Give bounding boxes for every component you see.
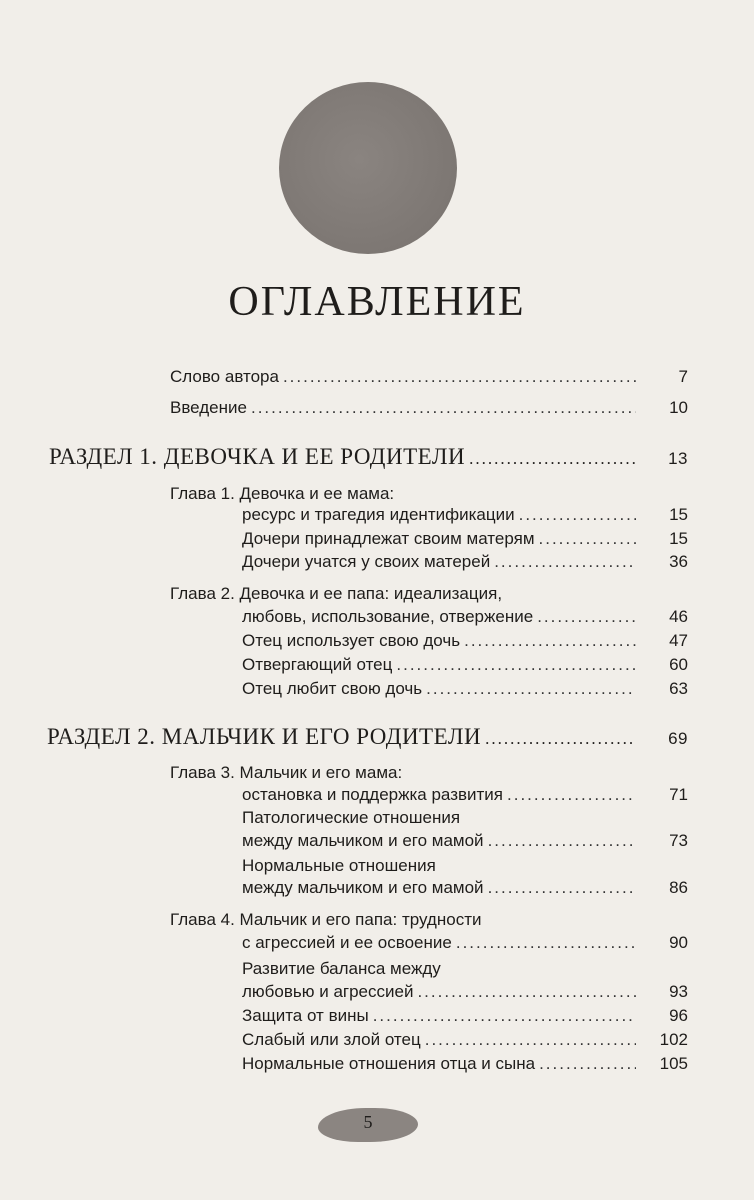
toc-entry-page: 15 (669, 529, 688, 548)
chapter-3-title: Глава 3. Мальчик и его мама: (170, 763, 403, 782)
toc-entry-3-2[interactable] (242, 877, 688, 899)
toc-entry-label: Дочери учатся у своих матерей (242, 552, 491, 571)
chapter-1-title: Глава 1. Девочка и ее мама: (170, 484, 395, 503)
toc-entry-3-1-line1: Патологические отношения (242, 808, 461, 827)
toc-entry-label: ресурс и трагедия идентификации (242, 505, 515, 524)
toc-entry-1-1[interactable] (242, 528, 688, 550)
toc-entry-label: Защита от вины (242, 1006, 369, 1025)
leader-dots (494, 551, 636, 573)
toc-entry-label: любовью и агрессией (242, 982, 414, 1001)
leader-dots (539, 1053, 636, 1075)
toc-entry-label: Отец любит свою дочь (242, 679, 423, 698)
toc-entry-4-3[interactable] (242, 1029, 688, 1051)
toc-entry-page: 102 (659, 1030, 688, 1049)
chapter-4-title: Глава 4. Мальчик и его папа: трудности (170, 910, 482, 929)
toc-entry-2-1[interactable] (242, 630, 688, 652)
toc-entry-label: Отвергающий отец (242, 655, 393, 674)
leader-dots (488, 877, 636, 899)
toc-entry-page: 63 (669, 679, 688, 698)
toc-entry-page: 7 (678, 367, 688, 386)
toc-entry-4-4[interactable] (242, 1053, 688, 1075)
toc-entry-page: 47 (669, 631, 688, 650)
leader-dots (373, 1005, 636, 1027)
toc-entry-label: Отец использует свою дочь (242, 631, 461, 650)
section-page: 13 (668, 449, 688, 468)
toc-entry-3-1[interactable] (242, 830, 688, 852)
toc-entry-label: с агрессией и ее освоение (242, 933, 452, 952)
toc-entry-4-1-line1: Развитие баланса между (242, 959, 441, 978)
toc-entry-page: 86 (669, 878, 688, 897)
toc-entry-label: Введение (170, 398, 247, 417)
leader-dots (283, 366, 636, 388)
leader-dots (464, 630, 636, 652)
leader-dots (539, 528, 636, 550)
toc-entry-page: 46 (669, 607, 688, 626)
chapter-2-title: Глава 2. Девочка и ее папа: идеализация, (170, 584, 503, 603)
toc-entry-4-1[interactable] (242, 981, 688, 1003)
toc-entry-3-2-line1: Нормальные отношения (242, 856, 436, 875)
leader-dots (519, 504, 636, 526)
leader-dots (456, 932, 636, 954)
toc-entry-chapter-1[interactable] (242, 504, 688, 526)
toc-entry-author-word[interactable] (170, 366, 688, 388)
toc-entry-label: остановка и поддержка развития (242, 785, 504, 804)
leader-dots (425, 1029, 636, 1051)
toc-entry-label: между мальчиком и его мамой (242, 831, 484, 850)
toc-section-1[interactable] (49, 443, 688, 473)
toc-entry-page: 10 (669, 398, 688, 417)
toc-entry-label: Нормальные отношения отца и сына (242, 1054, 536, 1073)
section-label: РАЗДЕЛ 1. ДЕВОЧКА И ЕЕ РОДИТЕЛИ (49, 444, 466, 469)
toc-entry-page: 73 (669, 831, 688, 850)
section-page: 69 (668, 729, 688, 748)
toc-entry-4-2[interactable] (242, 1005, 688, 1027)
leader-dots (251, 397, 636, 419)
leader-dots (417, 981, 636, 1003)
section-label: РАЗДЕЛ 2. МАЛЬЧИК И ЕГО РОДИТЕЛИ (47, 724, 482, 749)
toc-entry-label: между мальчиком и его мамой (242, 878, 484, 897)
leader-dots (507, 784, 636, 806)
page-number: 5 (363, 1112, 373, 1132)
toc-entry-label: Дочери принадлежат своим матерям (242, 529, 535, 548)
toc-entry-chapter-3[interactable] (242, 784, 688, 806)
toc-entry-page: 15 (669, 505, 688, 524)
leader-dots (396, 654, 636, 676)
leader-dots (488, 830, 636, 852)
toc-entry-1-2[interactable] (242, 551, 688, 573)
leader-dots (485, 725, 636, 753)
toc-entry-chapter-4[interactable] (242, 932, 688, 954)
decorative-circle (279, 82, 457, 254)
toc-entry-page: 36 (669, 552, 688, 571)
toc-entry-page: 71 (669, 785, 688, 804)
page-title: ОГЛАВЛЕНИЕ (228, 279, 526, 325)
toc-entry-label: любовь, использование, отвержение (242, 607, 534, 626)
toc-entry-introduction[interactable] (170, 397, 688, 419)
leader-dots (537, 606, 636, 628)
toc-entry-page: 105 (659, 1054, 688, 1073)
leader-dots (426, 678, 636, 700)
toc-section-2[interactable] (47, 723, 688, 753)
toc-entry-label: Слово автора (170, 367, 279, 386)
toc-entry-chapter-2[interactable] (242, 606, 688, 628)
toc-entry-2-2[interactable] (242, 654, 688, 676)
toc-entry-page: 90 (669, 933, 688, 952)
toc-entry-2-3[interactable] (242, 678, 688, 700)
toc-entry-page: 60 (669, 655, 688, 674)
toc-entry-page: 96 (669, 1006, 688, 1025)
toc-entry-page: 93 (669, 982, 688, 1001)
leader-dots (469, 445, 636, 473)
toc-entry-label: Слабый или злой отец (242, 1030, 421, 1049)
